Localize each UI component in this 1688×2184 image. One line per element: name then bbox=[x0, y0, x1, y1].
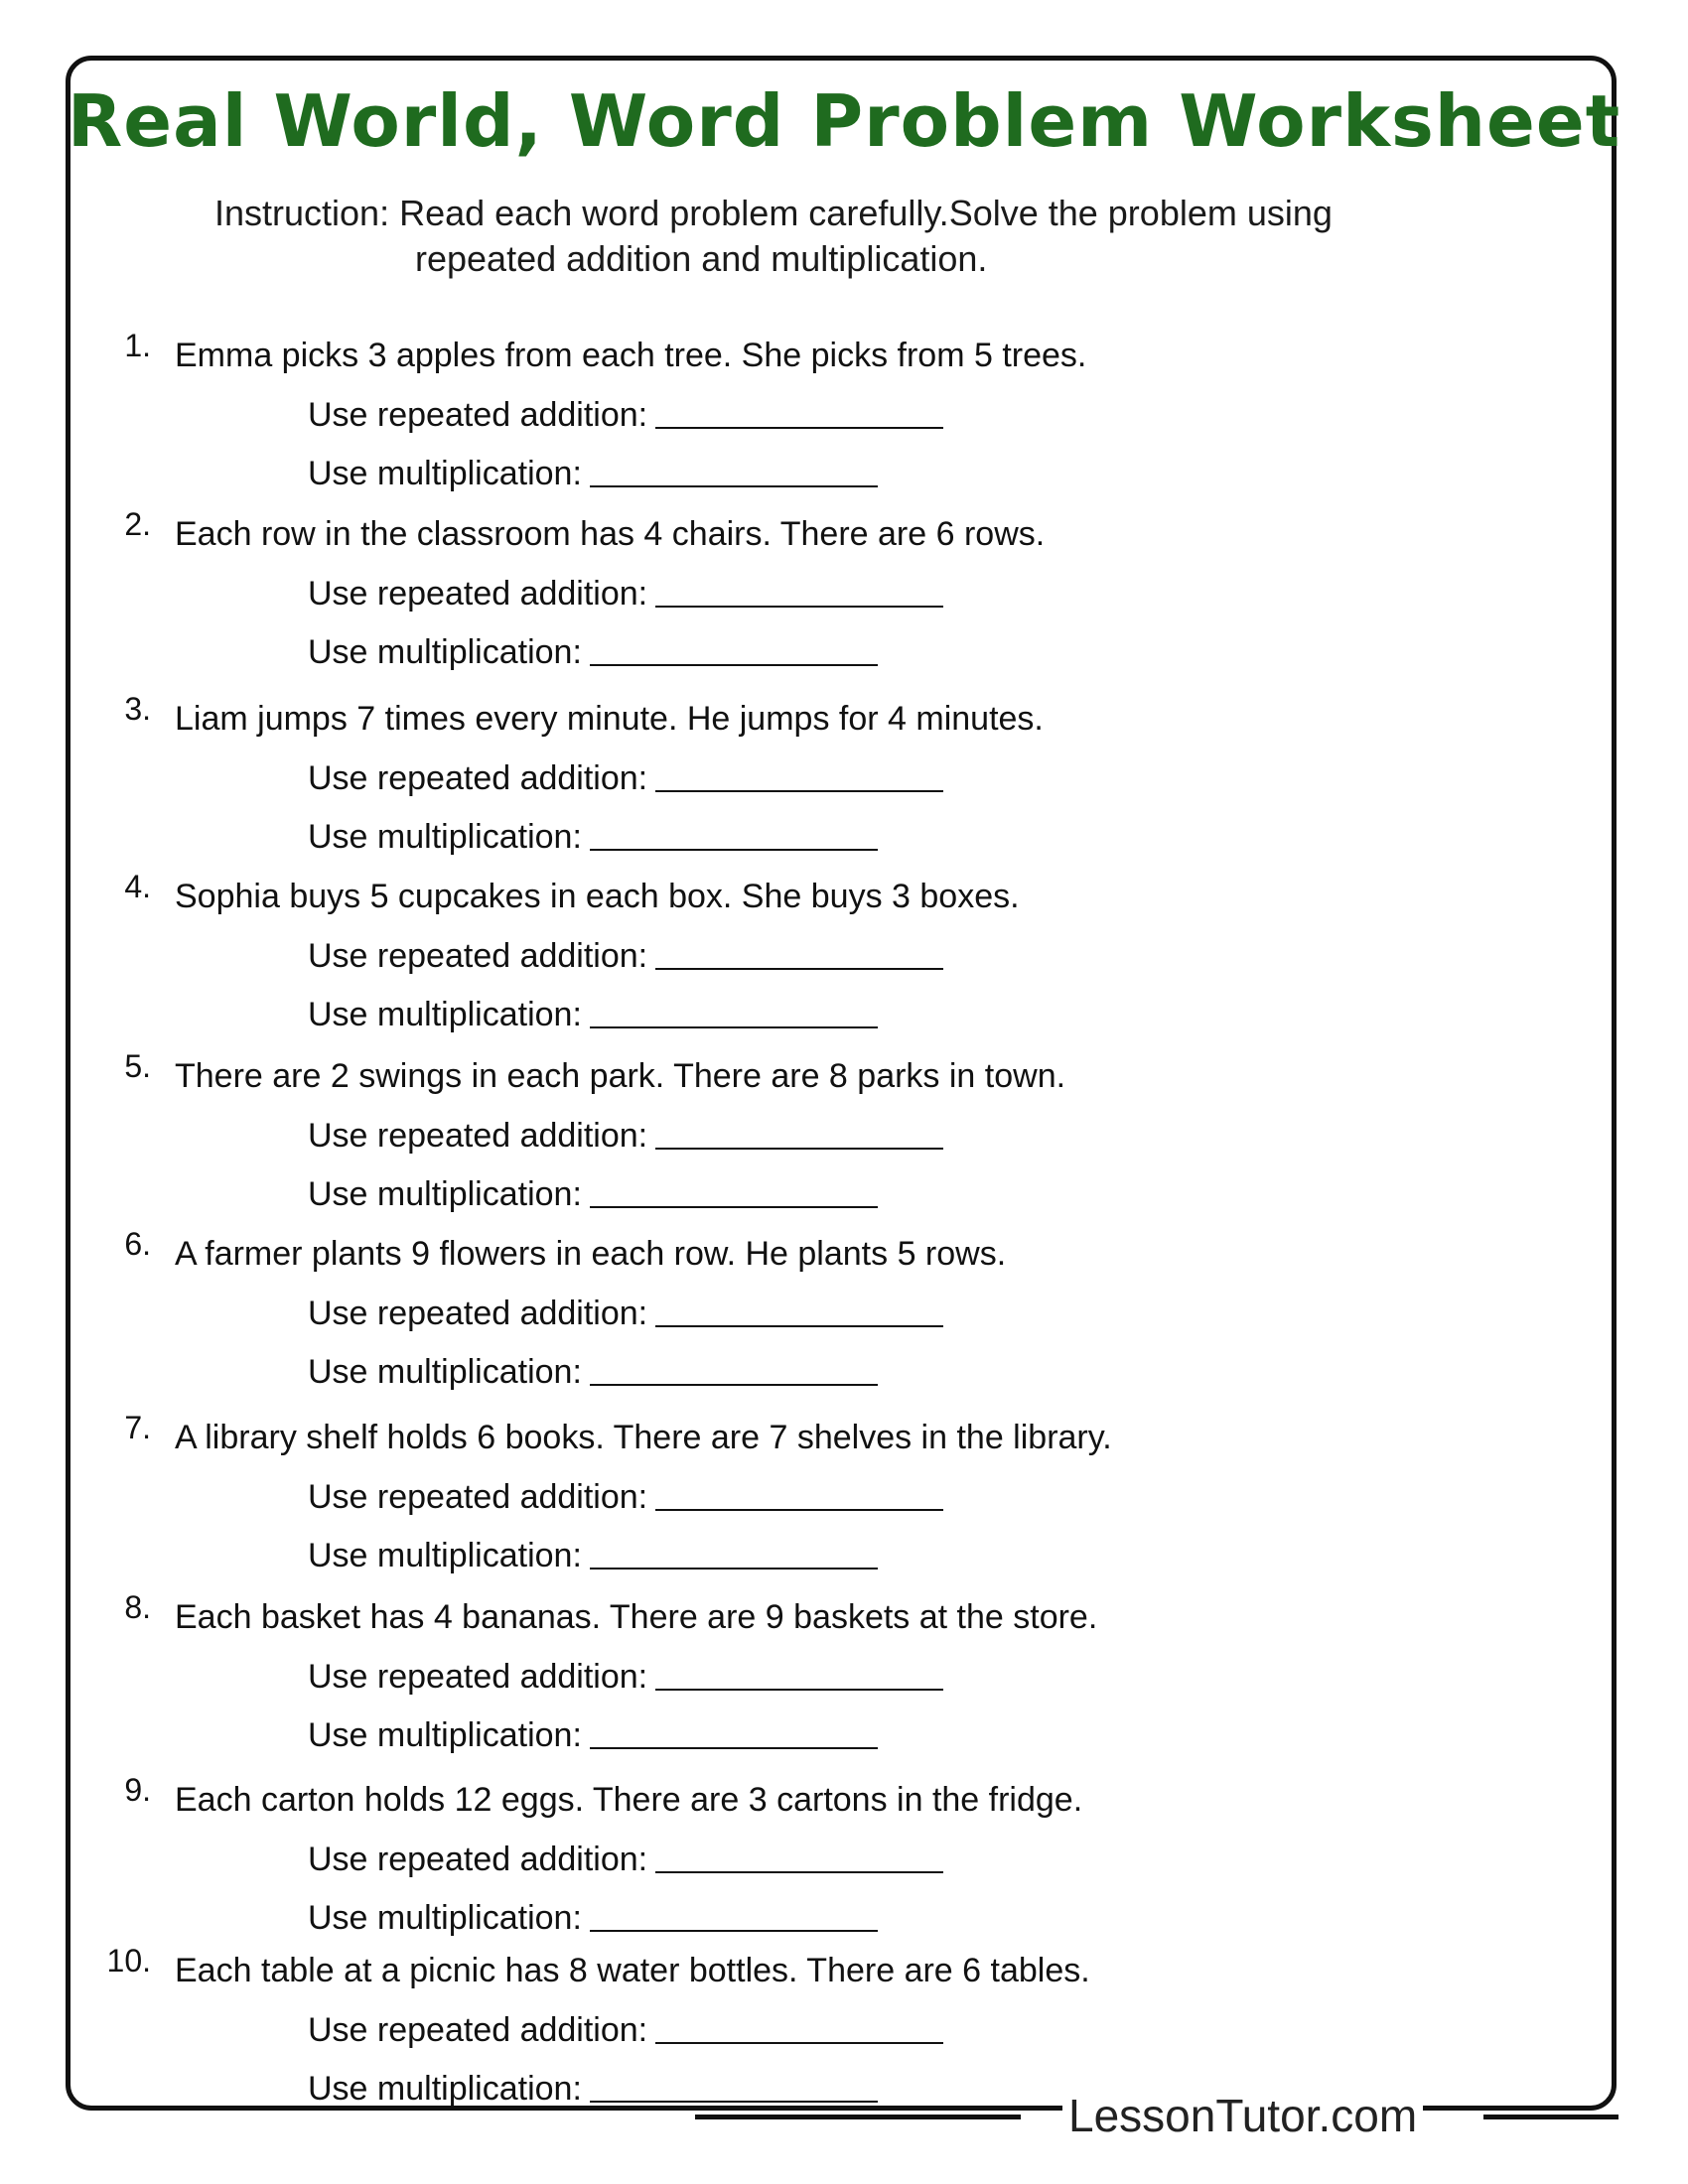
repeated-addition-row bbox=[308, 1116, 943, 1156]
problem-number: 8. bbox=[124, 1589, 151, 1625]
footer-divider-right bbox=[1483, 2115, 1618, 2119]
problem-number: 4. bbox=[124, 869, 151, 904]
problem-number: 1. bbox=[124, 328, 151, 363]
multiplication-row bbox=[308, 817, 878, 857]
repeated-addition-label: Use repeated addition: bbox=[308, 937, 648, 975]
repeated-addition-label: Use repeated addition: bbox=[308, 1295, 648, 1332]
multiplication-label: Use multiplication: bbox=[308, 455, 582, 492]
repeated-addition-row bbox=[308, 1840, 943, 1879]
problem-text: Each table at a picnic has 8 water bottles. There are 6 tables. bbox=[175, 1952, 1090, 1989]
problem-text: A farmer plants 9 flowers in each row. He plants 5 rows. bbox=[175, 1235, 1007, 1273]
multiplication-label: Use multiplication: bbox=[308, 1716, 582, 1754]
repeated-addition-label: Use repeated addition: bbox=[308, 1117, 648, 1155]
multiplication-row bbox=[308, 1174, 878, 1214]
multiplication-answer-blank[interactable] bbox=[590, 664, 878, 666]
repeated-addition-answer-blank[interactable] bbox=[655, 2042, 943, 2044]
multiplication-row bbox=[308, 632, 878, 672]
repeated-addition-label: Use repeated addition: bbox=[308, 575, 648, 613]
page-title: Real World, Word Problem Worksheet bbox=[67, 79, 1621, 163]
instruction-text bbox=[199, 191, 1489, 282]
multiplication-row bbox=[308, 995, 878, 1034]
problem-number: 5. bbox=[124, 1048, 151, 1084]
repeated-addition-row bbox=[308, 936, 943, 976]
repeated-addition-row bbox=[308, 2010, 943, 2050]
multiplication-answer-blank[interactable] bbox=[590, 1930, 878, 1932]
problem-text: A library shelf holds 6 books. There are 7 shelves in the library. bbox=[175, 1419, 1112, 1456]
repeated-addition-row bbox=[308, 758, 943, 798]
multiplication-answer-blank[interactable] bbox=[590, 485, 878, 487]
problem-number: 10. bbox=[106, 1943, 151, 1979]
repeated-addition-answer-blank[interactable] bbox=[655, 427, 943, 429]
repeated-addition-row bbox=[308, 1294, 943, 1333]
footer-divider-left bbox=[695, 2115, 1021, 2119]
footer-brand: LessonTutor.com bbox=[1062, 2089, 1423, 2142]
repeated-addition-label: Use repeated addition: bbox=[308, 1841, 648, 1878]
multiplication-label: Use multiplication: bbox=[308, 996, 582, 1033]
repeated-addition-row bbox=[308, 1657, 943, 1697]
repeated-addition-answer-blank[interactable] bbox=[655, 1325, 943, 1327]
problem-number: 3. bbox=[124, 691, 151, 727]
repeated-addition-row bbox=[308, 395, 943, 435]
multiplication-label: Use multiplication: bbox=[308, 1899, 582, 1937]
multiplication-answer-blank[interactable] bbox=[590, 1206, 878, 1208]
problem-text: There are 2 swings in each park. There are 8 parks in town. bbox=[175, 1057, 1066, 1095]
problem-text: Each row in the classroom has 4 chairs. There are 6 rows. bbox=[175, 515, 1046, 553]
multiplication-row bbox=[308, 1352, 878, 1392]
multiplication-answer-blank[interactable] bbox=[590, 2101, 878, 2103]
repeated-addition-label: Use repeated addition: bbox=[308, 1478, 648, 1516]
multiplication-answer-blank[interactable] bbox=[590, 1747, 878, 1749]
multiplication-answer-blank[interactable] bbox=[590, 849, 878, 851]
multiplication-answer-blank[interactable] bbox=[590, 1026, 878, 1028]
repeated-addition-answer-blank[interactable] bbox=[655, 1871, 943, 1873]
multiplication-row bbox=[308, 454, 878, 493]
multiplication-row bbox=[308, 1536, 878, 1575]
repeated-addition-answer-blank[interactable] bbox=[655, 1509, 943, 1511]
problem-text: Each carton holds 12 eggs. There are 3 cartons in the fridge. bbox=[175, 1781, 1083, 1819]
problem-text: Sophia buys 5 cupcakes in each box. She buys 3 boxes. bbox=[175, 878, 1020, 915]
repeated-addition-answer-blank[interactable] bbox=[655, 606, 943, 608]
multiplication-label: Use multiplication: bbox=[308, 2070, 582, 2108]
multiplication-row bbox=[308, 2069, 878, 2109]
problem-number: 7. bbox=[124, 1410, 151, 1445]
multiplication-label: Use multiplication: bbox=[308, 1353, 582, 1391]
repeated-addition-answer-blank[interactable] bbox=[655, 1689, 943, 1691]
multiplication-label: Use multiplication: bbox=[308, 1175, 582, 1213]
repeated-addition-label: Use repeated addition: bbox=[308, 2011, 648, 2049]
multiplication-label: Use multiplication: bbox=[308, 818, 582, 856]
repeated-addition-answer-blank[interactable] bbox=[655, 790, 943, 792]
instruction-line-2: repeated addition and multiplication. bbox=[415, 238, 988, 279]
repeated-addition-answer-blank[interactable] bbox=[655, 1148, 943, 1150]
problem-text: Liam jumps 7 times every minute. He jumps for 4 minutes. bbox=[175, 700, 1044, 738]
multiplication-answer-blank[interactable] bbox=[590, 1568, 878, 1570]
multiplication-row bbox=[308, 1715, 878, 1755]
instruction-line-1: Instruction: Read each word problem carefully.Solve the problem using bbox=[214, 193, 1333, 233]
multiplication-label: Use multiplication: bbox=[308, 633, 582, 671]
problem-number: 6. bbox=[124, 1226, 151, 1262]
repeated-addition-label: Use repeated addition: bbox=[308, 759, 648, 797]
problem-number: 9. bbox=[124, 1772, 151, 1808]
problem-number: 2. bbox=[124, 506, 151, 542]
multiplication-answer-blank[interactable] bbox=[590, 1384, 878, 1386]
repeated-addition-answer-blank[interactable] bbox=[655, 968, 943, 970]
multiplication-row bbox=[308, 1898, 878, 1938]
multiplication-label: Use multiplication: bbox=[308, 1537, 582, 1574]
repeated-addition-row bbox=[308, 574, 943, 614]
repeated-addition-label: Use repeated addition: bbox=[308, 396, 648, 434]
problem-text: Each basket has 4 bananas. There are 9 baskets at the store. bbox=[175, 1598, 1098, 1636]
problem-text: Emma picks 3 apples from each tree. She picks from 5 trees. bbox=[175, 337, 1087, 374]
repeated-addition-row bbox=[308, 1477, 943, 1517]
repeated-addition-label: Use repeated addition: bbox=[308, 1658, 648, 1696]
